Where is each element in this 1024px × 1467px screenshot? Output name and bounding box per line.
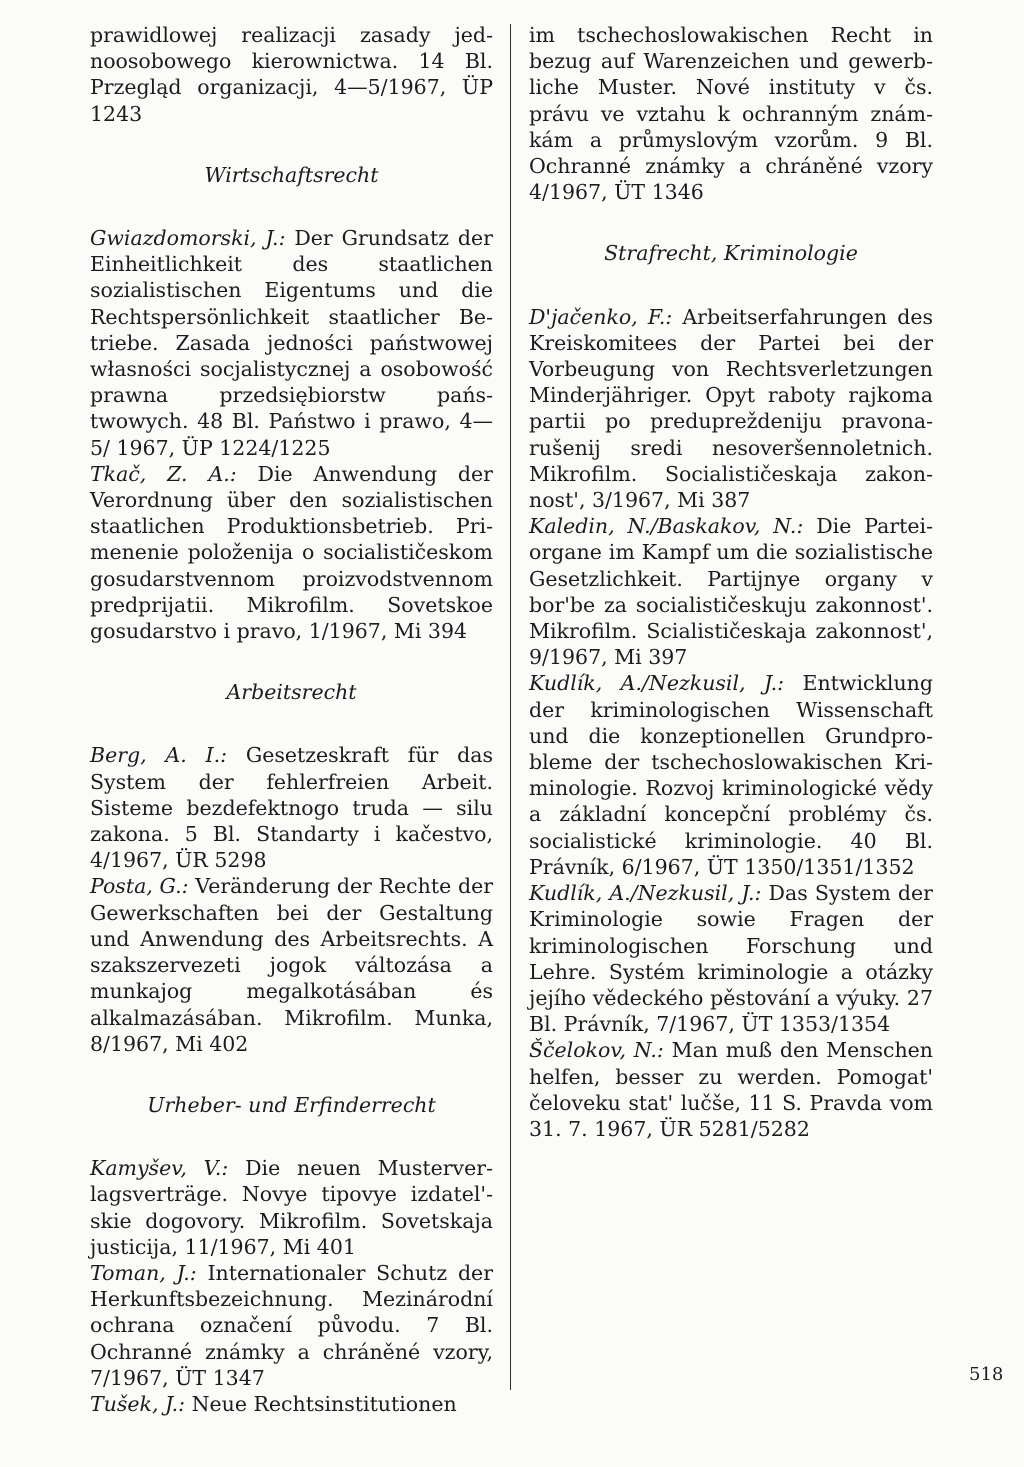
bibliography-entry [90, 1260, 493, 1391]
bibliography-entry [90, 461, 493, 644]
column-divider [510, 24, 511, 1390]
section-heading-strafrecht-kriminologie: Strafrecht, Kriminologie [604, 241, 858, 266]
left-continuation-text: prawidlowej realizacji zasady jednoosobowego kierownictwa. 14 Bl. Przegląd organizacji, 4—5/1967, ÜP 1243 [90, 23, 493, 126]
entry-author: Toman, J.: [90, 1260, 197, 1285]
entry-text: Man muß den Menschen helfen, besser zu werden. Pomogat' čeloveku stat' lučše, 11 S. Pravda vom 31. 7. 1967, ÜR 5281/5282 [529, 1038, 933, 1141]
entry-author: Tkač, Z. A.: [90, 461, 237, 486]
bibliography-entry [90, 225, 493, 461]
section-heading-arbeitsrecht: Arbeitsrecht [226, 680, 357, 705]
bibliography-entry [529, 1037, 933, 1142]
right-continuation-text: im tschechoslowakischen Recht in bezug auf Warenzeichen und gewerbliche Muster. Nové instituty v čs. právu ve vztahu k ochranným známkám a průmyslovým vzorům. 9 Bl. Ochranné známky a chráněné vzory 4/1967, ÜT 1346 [529, 23, 933, 205]
entry-text: Internationaler Schutz der Herkunftsbezeichnung. Mezinárodní ochrana označení původu. 7 Bl. Ochranné známky a chráněné vzory, 7/1967, ÜT 1347 [90, 1260, 493, 1390]
bibliography-entry [529, 880, 933, 1037]
entry-text: Die Anwendung der Verordnung über den sozialistischen staatlichen Produktionsbetrieb. Primenenie položenija o socialističeskom gosudarstvennom proizvodstvennom predprijatii. Mikrofilm. Sovetskoe gosudarstvo i pravo, 1/1967, Mi 394 [90, 461, 493, 644]
right-column [529, 22, 933, 1142]
entry-author: Posta, G.: [90, 874, 189, 899]
entry-text: Die Parteiorgane im Kampf um die sozialistische Gesetzlichkeit. Partijnye organy v bor'be za socialističeskuju zakonnost'. Mikrofilm. Scialističeskaja zakonnost', 9/1967, Mi 397 [529, 514, 933, 670]
entry-text: Arbeitserfahrungen des Kreiskomitees der Partei bei der Vorbeugung von Rechtsverletzungen Minderjähriger. Opyt raboty rajkoma partii po predupreždeniju pravonarušenij sredi nesoveršennoletnich. Mikrofilm. Socialističeskaja zakonnost', 3/1967, Mi 387 [529, 304, 933, 513]
section-heading-urheber-und-erfinderrecht: Urheber- und Erfinderrecht [147, 1092, 436, 1117]
left-column [90, 22, 493, 1417]
bibliography-entry [529, 513, 933, 670]
entry-author: Kudlík, A./Nezkusil, J.: [529, 671, 785, 696]
entry-text: Veränderung der Rechte der Gewerkschaften bei der Gestaltung und Anwendung des Arbeitsrechts. A szakszervezeti jogok változása a munkajog megalkotásában és alkalmazásában. Mikrofilm. Munka, 8/1967, Mi 402 [90, 874, 493, 1056]
entry-author: D'jačenko, F.: [529, 304, 673, 329]
entry-text: Der Grundsatz der Einheitlichkeit des staatlichen sozialistischen Eigentums und die Rechtspersönlichkeit staatlicher Betriebe. Zasada jedności państwowej własności socjalistycznej a osobowość prawna przedsiębiorstw państwowych. 48 Bl. Państwo i prawo, 4—5/ 1967, ÜP 1224/1225 [90, 226, 493, 460]
bibliography-entry [529, 304, 933, 514]
entry-author: Gwiazdomorski, J.: [90, 226, 286, 251]
entry-text: Die neuen Musterverlagsverträge. Novye tipovye izdatel'skie dogovory. Mikrofilm. Sovetskaja justicija, 11/1967, Mi 401 [90, 1156, 493, 1259]
bibliography-entry [90, 1391, 493, 1417]
entry-text: Entwicklung der kriminologischen Wissenschaft und die konzeptionellen Grundprobleme der tschechoslowakischen Kriminologie. Rozvoj kriminologické vědy a základní koncepční problémy čs. socialistické kriminologie. 40 Bl. Právník, 6/1967, ÜT 1350/1351/1352 [529, 671, 934, 879]
entry-author: Ščelokov, N.: [529, 1038, 664, 1063]
entry-text: Neue Rechtsinstitutionen [185, 1391, 457, 1416]
entry-author: Tušek, J.: [90, 1391, 186, 1416]
bibliography-entry [90, 1155, 493, 1260]
entry-author: Kudlík, A./Nezkusil, J.: [529, 881, 762, 906]
bibliography-entry [529, 670, 933, 880]
entry-text: Gesetzeskraft für das System der fehlerfreien Arbeit. Sisteme bezdefektnogo truda — silu zakona. 5 Bl. Standarty i kačestvo, 4/1967, ÜR 5298 [90, 743, 494, 873]
entry-text: Das System der Kriminologie sowie Fragen der kriminologischen Forschung und Lehre. Systém kriminologie a otázky jejího vědeckého pěstování a výuky. 27 Bl. Právník, 7/1967, ÜT 1353/1354 [529, 881, 933, 1037]
entry-author: Berg, A. I.: [90, 743, 228, 768]
page-number: 518 [969, 1364, 1004, 1385]
bibliography-entry [90, 742, 493, 873]
bibliography-entry [90, 873, 493, 1056]
entry-author: Kaledin, N./Baskakov, N.: [529, 514, 804, 539]
entry-author: Kamyšev, V.: [90, 1156, 229, 1181]
section-heading-wirtschaftsrecht: Wirtschaftsrecht [204, 162, 379, 187]
